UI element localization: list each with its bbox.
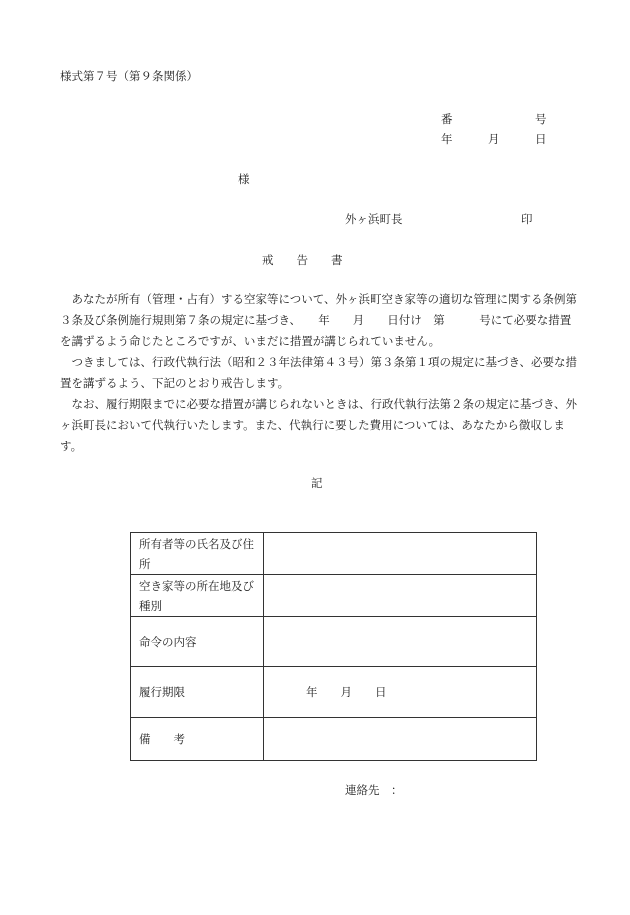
- form-number: 様式第７号（第９条関係）: [60, 69, 198, 83]
- number-suffix: 号: [535, 112, 547, 126]
- row-label: 履行期限: [131, 667, 264, 718]
- number-label: 番: [441, 112, 453, 126]
- row-label: 命令の内容: [131, 617, 264, 667]
- issuer-name: 外ヶ浜町長: [345, 212, 403, 226]
- table-row: [131, 533, 537, 575]
- body-paragraph-2: つきましては、行政代執行法（昭和２３年法律第４３号）第３条第１項の規定に基づき、必要な措置を講ずるよう、下記のとおり戒告します。: [60, 355, 578, 390]
- document-title: 戒 告 書: [262, 253, 343, 267]
- deadline-value: 年 月 日: [264, 667, 537, 718]
- addressee-suffix: 様: [238, 172, 250, 186]
- table-row: [131, 667, 537, 718]
- date-year: 年: [441, 132, 453, 146]
- body-paragraph-1: あなたが所有（管理・占有）する空家等について、外ヶ浜町空き家等の適切な管理に関する条例第３条及び条例施行規則第７条の規定に基づき、 年 月 日付け 第 号にて必要な措置を講ずるよう命じたところですが、いまだに措置が講じられていません。: [60, 292, 578, 348]
- body-paragraph-3: なお、履行期限までに必要な措置が講じられないときは、行政代執行法第２条の規定に基づき、外ヶ浜町長において代執行いたします。また、代執行に要した費用については、あなたから徴収します。: [60, 397, 578, 453]
- date-month: 月: [488, 132, 500, 146]
- row-label: 空き家等の所在地及び種別: [131, 575, 264, 617]
- table-row: [131, 718, 537, 761]
- info-table: [130, 532, 537, 761]
- contact-label: 連絡先 ：: [345, 783, 403, 797]
- body-text: [60, 289, 580, 457]
- row-label: 所有者等の氏名及び住所: [131, 533, 264, 575]
- row-value: [264, 533, 537, 575]
- date-day: 日: [535, 132, 547, 146]
- issuer-seal: 印: [521, 212, 533, 226]
- row-value: [264, 575, 537, 617]
- row-value: [264, 617, 537, 667]
- row-value: [264, 718, 537, 761]
- table-row: [131, 617, 537, 667]
- ki-heading: 記: [311, 476, 323, 490]
- row-label: 備 考: [131, 718, 264, 761]
- table-row: [131, 575, 537, 617]
